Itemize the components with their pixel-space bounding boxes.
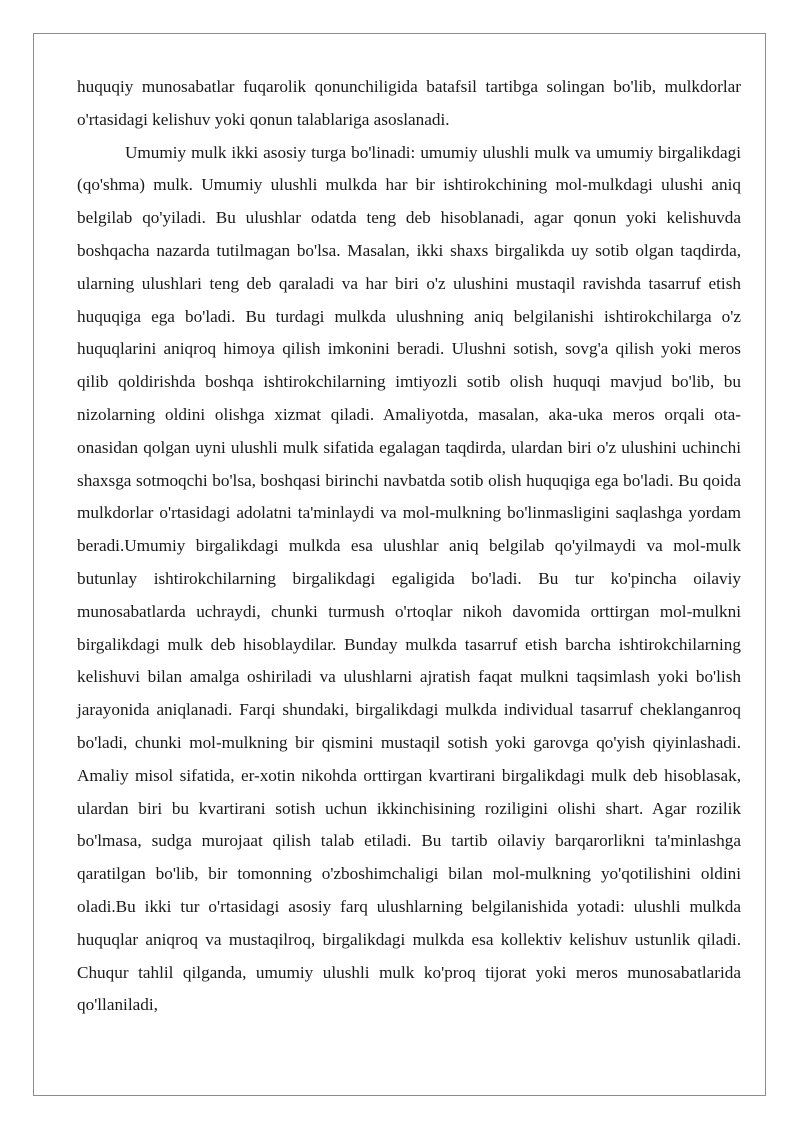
paragraph-common-property-types: Umumiy mulk ikki asosiy turga bo'linadi: umumiy ulushli mulk va umumiy birgalikdagi (qo'shma) mulk. Umumiy ulushli mulkda har bir ishtirokchining mol-mulkdagi ulushi aniq belgilab qo'yiladi. Bu ulushlar odatda teng deb hisoblanadi, agar qonun yoki kelishuvda boshqacha nazarda tutilmagan bo'lsa. Masalan, ikki shaxs birgalikda uy sotib olgan taqdirda, ularning ulushlari teng deb qaraladi va har biri o'z ulushini mustaqil ravishda tasarruf etish huquqiga ega bo'ladi. Bu turdagi mulkda ulushning aniq belgilanishi ishtirokchilarga o'z huquqlarini aniqroq himoya qilish imkonini beradi. Ulushni sotish, sovg'a qilish yoki meros qilib qoldirishda boshqa ishtirokchilarning imtiyozli sotib olish huquqi mavjud bo'lib, bu nizolarning oldini olishga xizmat qiladi. Amaliyotda, masalan, aka-uka meros orqali ota-onasidan qolgan uyni ulushli mulk sifatida egalagan taqdirda, ulardan biri o'z ulushini uchinchi shaxsga sotmoqchi bo'lsa, boshqasi birinchi navbatda sotib olish huquqiga ega bo'ladi. Bu qoida mulkdorlar o'rtasidagi adolatni ta'minlaydi va mol-mulkning bo'linmasligini saqlashga yordam beradi.Umumiy birgalikdagi mulkda esa ulushlar aniq belgilab qo'yilmaydi va mol-mulk butunlay ishtirokchilarning birgalikdagi egaligida bo'ladi. Bu tur ko'pincha oilaviy munosabatlarda uchraydi, chunki turmush o'rtoqlar nikoh davomida orttirgan mol-mulkni birgalikdagi mulk deb hisoblaydilar. Bunday mulkda tasarruf etish barcha ishtirokchilarning kelishuvi bilan amalga oshiriladi va ulushlarni ajratish faqat mulkni taqsimlash yoki bo'lish jarayonida aniqlanadi. Farqi shundaki, birgalikdagi mulkda individual tasarruf cheklanganroq bo'ladi, chunki mol-mulkning bir qismini mustaqil sotish yoki garovga qo'yish qiyinlashadi. Amaliy misol sifatida, er-xotin nikohda orttirgan kvartirani birgalikdagi mulk deb hisoblasak, ulardan biri bu kvartirani sotish uchun ikkinchisining roziligini olishi shart. Agar rozilik bo'lmasa, sudga murojaat qilish talab etiladi. Bu tartib oilaviy barqarorlikni ta'minlashga qaratilgan bo'lib, bir tomonning o'zboshimchaligi bilan mol-mulkning yo'qotilishini oldini oladi.Bu ikki tur o'rtasidagi asosiy farq ulushlarning belgilanishida yotadi: ulushli mulkda huquqlar aniqroq va mustaqilroq, birgalikdagi mulkda esa kollektiv kelishuv ustunlik qiladi. Chuqur tahlil qilganda, umumiy ulushli mulk ko'proq tijorat yoki meros munosabatlarida qo'llaniladi, xyxy=(77,142,741,1015)
paragraph-continuation: huquqiy munosabatlar fuqarolik qonunchiligida batafsil tartibga solingan bo'lib, mulkdorlar o'rtasidagi kelishuv yoki qonun talablariga asoslanadi. xyxy=(77,77,741,129)
document-body xyxy=(77,71,741,1022)
